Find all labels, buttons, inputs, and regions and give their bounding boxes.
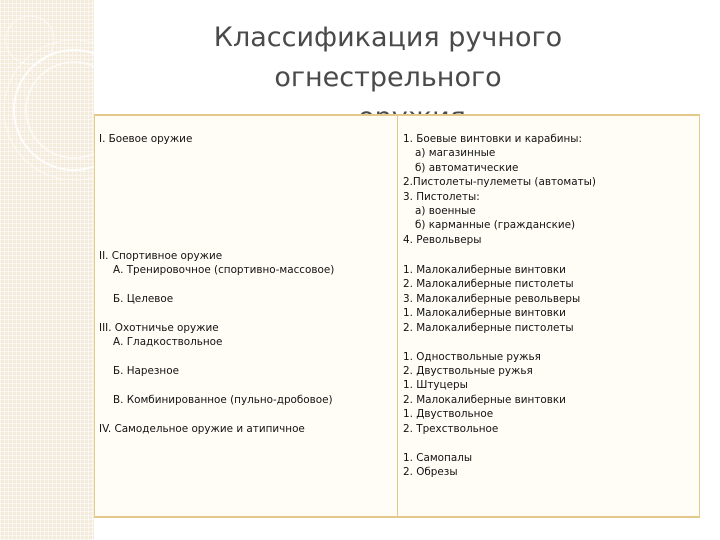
list-item: 2. Двуствольные ружья [403, 365, 533, 377]
title-line-1: Классификация ручного огнестрельного [213, 22, 563, 93]
subcategory-sport-target: Б. Целевое [113, 293, 174, 305]
list-item: 3. Малокалиберные револьверы [403, 293, 581, 305]
subcategory-hunting-combined: В. Комбинированное (пульно-дробовое) [113, 394, 333, 406]
list-item: 1. Двуствольное [403, 408, 494, 420]
list-item: 3. Пистолеты: [403, 191, 480, 203]
list-item: а) магазинные [415, 147, 496, 159]
category-hunting: III. Охотничье оружие [99, 322, 219, 334]
list-item: 1. Штуцеры [403, 379, 468, 391]
list-item: 1. Самопалы [403, 452, 473, 464]
decorative-circle-icon [0, 0, 94, 200]
list-item: а) военные [415, 205, 476, 217]
list-item: 1. Боевые винтовки и карабины: [403, 133, 582, 145]
classification-table [94, 114, 700, 518]
list-item: 1. Одноствольные ружья [403, 351, 541, 363]
column-divider [397, 116, 398, 516]
list-item: 4. Револьверы [403, 234, 482, 246]
list-item: 1. Малокалиберные винтовки [403, 307, 566, 319]
category-homemade: IV. Самодельное оружие и атипичное [99, 423, 305, 435]
list-item: 2. Малокалиберные винтовки [403, 394, 566, 406]
list-item: 2.Пистолеты-пулеметы (автоматы) [403, 176, 596, 188]
list-item: б) карманные (гражданские) [415, 219, 576, 231]
list-item: 2. Малокалиберные пистолеты [403, 322, 574, 334]
list-item: 1. Малокалиберные винтовки [403, 264, 566, 276]
decorative-strip [0, 0, 94, 540]
category-combat: I. Боевое оружие [99, 133, 193, 145]
category-sport: II. Спортивное оружие [99, 250, 223, 262]
subcategory-hunting-rifled: Б. Нарезное [113, 365, 179, 377]
list-item: 2. Трехствольное [403, 423, 499, 435]
list-item: б) автоматические [415, 162, 519, 174]
list-item: 2. Обрезы [403, 466, 458, 478]
list-item: 2. Малокалиберные пистолеты [403, 278, 574, 290]
subcategory-hunting-smoothbore: А. Гладкоствольное [113, 336, 223, 348]
subcategory-sport-training: А. Тренировочное (спортивно-массовое) [113, 264, 335, 276]
